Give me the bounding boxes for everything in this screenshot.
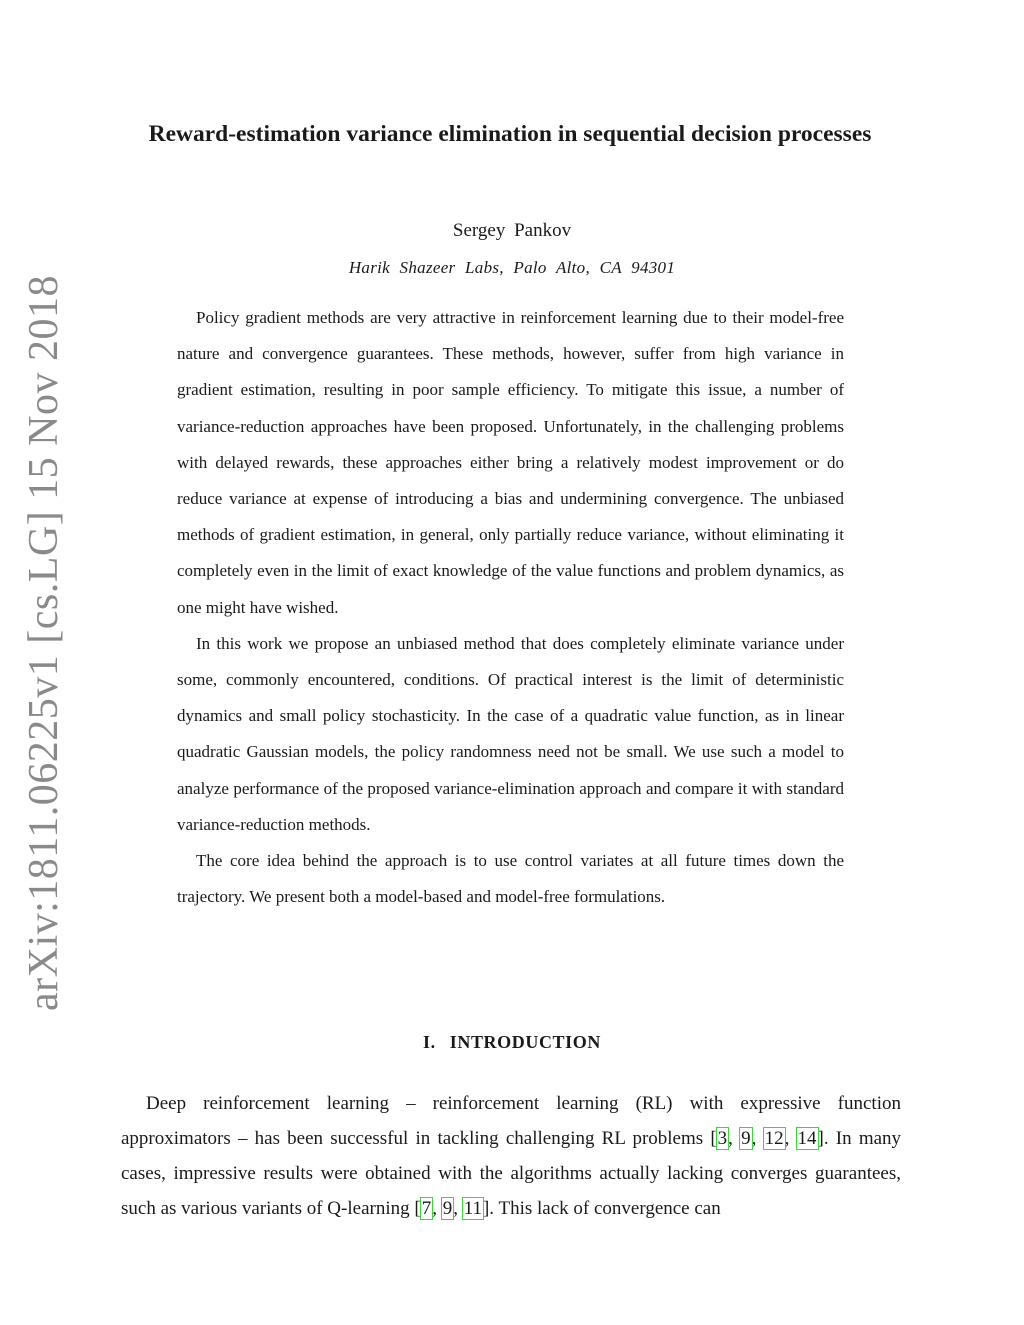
intro-text: ]. This lack of convergence can <box>482 1198 721 1219</box>
abstract-paragraph: Policy gradient methods are very attractive in reinforcement learning due to their model-free nature and convergence guarantees. These methods, however, suffer from high variance in gradient estimation, resulting in poor sample efficiency. To mitigate this issue, a number of variance-reduction approaches have been proposed. Unfortunately, in the challenging problems with delayed rewards, these approaches either bring a relatively modest improvement or do reduce variance at expense of introducing a bias and undermining convergence. The unbiased methods of gradient estimation, in general, only partially reduce variance, without eliminating it completely even in the limit of exact knowledge of the value functions and problem dynamics, as one might have wished. <box>177 308 844 617</box>
abstract-paragraph: In this work we propose an unbiased method that does completely eliminate variance under some, commonly encountered, conditions. Of practical interest is the limit of deterministic dynamics and small policy stochasticity. In the case of a quadratic value function, as in linear quadratic Gaussian models, the policy randomness need not be small. We use such a model to analyze performance of the proposed variance-elimination approach and compare it with standard variance-reduction methods. <box>177 633 844 834</box>
paper-title: Reward-estimation variance elimination in sequential decision processes <box>148 121 872 147</box>
intro-paragraph: Deep reinforcement learning – reinforcement learning (RL) with expressive function approximators – has been successful in tackling challenging RL problems [3, 9, 12, 14]. In many cases, impressive results were obtained with the algorithms actually lacking converges guarantees, such as various variants of Q-learning [7, 9, 11]. This lack of convergence can <box>121 1093 902 1219</box>
citation-link[interactable]: 9 <box>442 1198 453 1219</box>
citation-link[interactable]: 9 <box>741 1128 751 1149</box>
arxiv-identifier-stamp[interactable]: arXiv:1811.06225v1 [cs.LG] 15 Nov 2018 <box>21 274 67 1012</box>
abstract-paragraph: The core idea behind the approach is to use control variates at all future times down the trajectory. We present both a model-based and model-free formulations. <box>177 851 844 907</box>
section-number: I. <box>423 1032 436 1052</box>
citation-link[interactable]: 12 <box>764 1128 784 1149</box>
intro-text: Deep reinforcement learning – reinforcement learning (RL) with expressive function approximators – has been successful in tackling challenging RL problems [ <box>121 1093 901 1149</box>
intro-text: ]. In many cases, impressive results were obtained with the algorithms actually lacking converges guarantees, such as various variants of Q-learning [ <box>121 1128 902 1219</box>
citation-link[interactable]: 7 <box>421 1198 432 1219</box>
section-title: INTRODUCTION <box>449 1032 601 1052</box>
abstract <box>177 300 844 915</box>
section-heading <box>0 1032 1024 1053</box>
citation-link[interactable]: 11 <box>463 1198 482 1219</box>
author-affiliation: Harik Shazeer Labs, Palo Alto, CA 94301 <box>348 258 676 277</box>
author-name: Sergey Pankov <box>452 220 572 241</box>
citation-link[interactable]: 14 <box>797 1128 817 1149</box>
citation-link[interactable]: 3 <box>717 1128 728 1149</box>
